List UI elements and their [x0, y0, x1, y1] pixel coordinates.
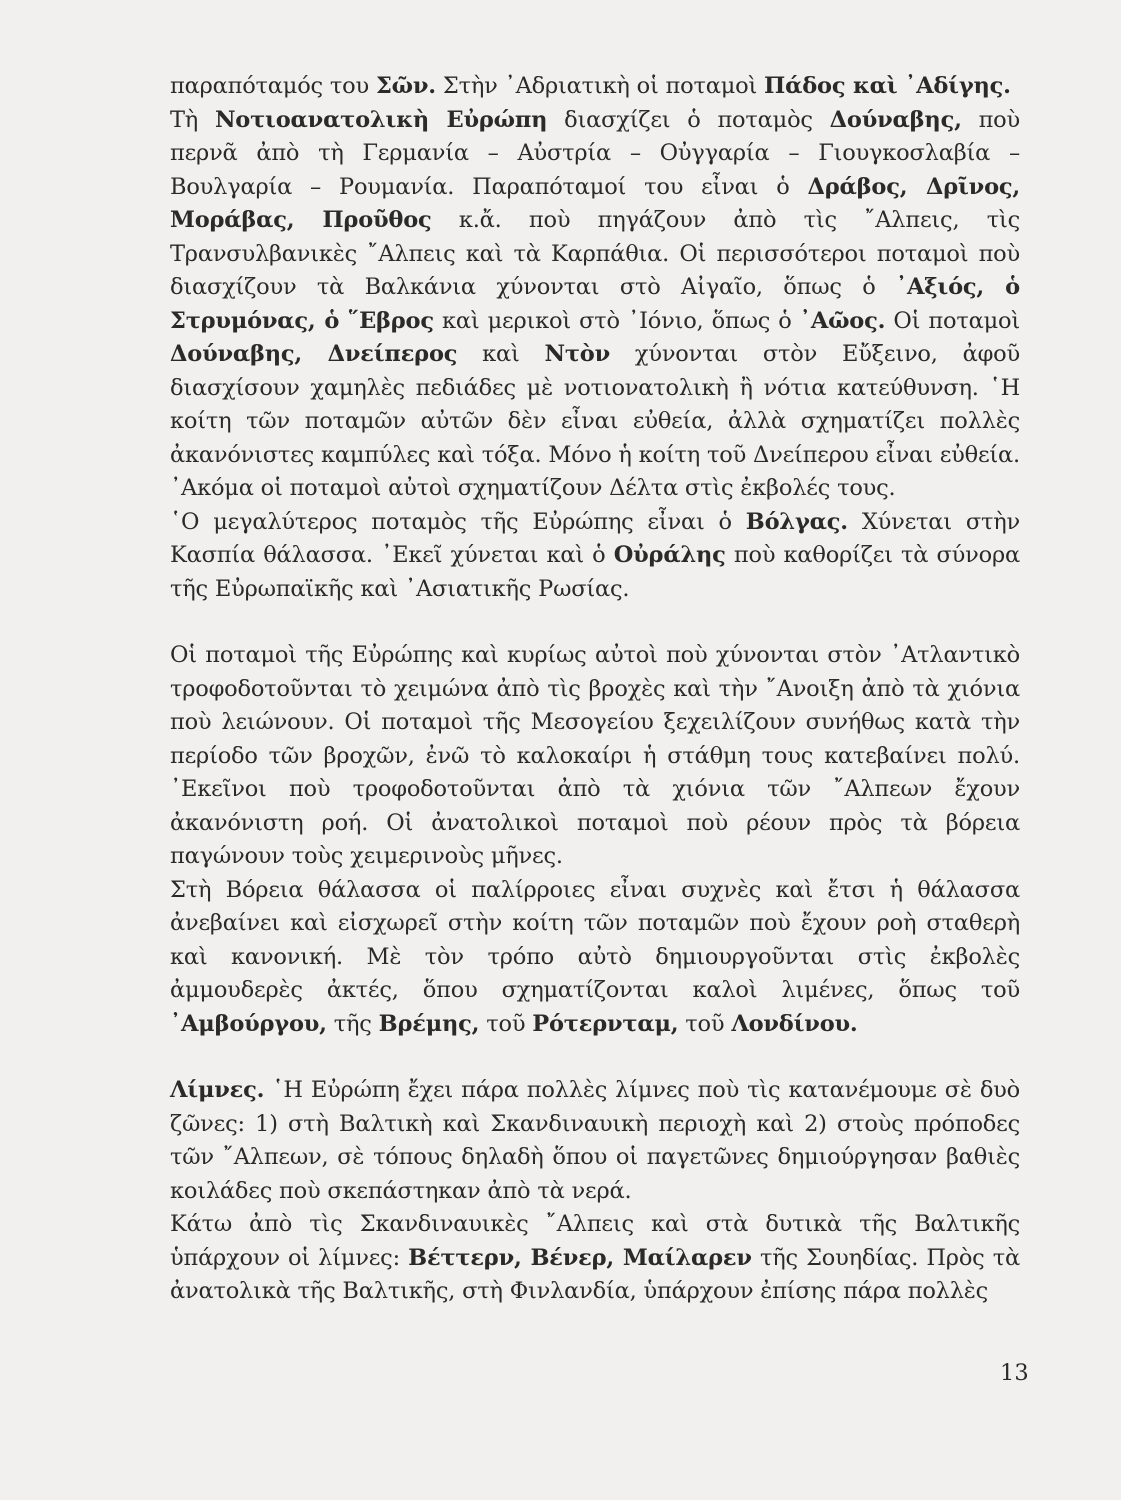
paragraph-p3: [170, 506, 1020, 607]
text-run: κ.ἄ. ποὺ πηγάζουν ἀπὸ τὶς ῎Αλπεις, τὶς Τρανσυλβανικὲς ῎Αλπεις καὶ τὰ Καρπάθια. Οἱ περισσότεροι ποταμοὶ ποὺ διασχίζουν τὰ Βαλκάνια χύνονται στὸ Αἰγαῖο, ὅπως ὁ: [170, 207, 1020, 300]
text-run: ῾Ο μεγαλύτερος ποταμὸς τῆς Εὐρώπης εἶναι ὁ: [170, 508, 746, 535]
paragraph-p5: [170, 874, 1020, 1042]
bold-term: Νοτιοανατολικὴ Εὐρώπη: [214, 106, 548, 133]
bold-term: Δούναβης, Δνείπερος: [170, 341, 458, 367]
bold-term: ᾿Αῶος.: [799, 307, 886, 334]
text-run: χύνονται στὸν Εὔξεινο, ἀφοῦ διασχίσουν χαμηλὲς πεδιάδες μὲ νοτιονατολικὴ ἢ νότια κατεύθυνση. ῾Η κοίτη τῶν ποταμῶν αὐτῶν δὲν εἶναι εὐθεία, ἀλλὰ σχηματίζει πολλὲς ἀκανόνιστες καμπύλες καὶ τόξα. Μόνο ἡ κοίτη τοῦ Δνείπερου εἶναι εὐθεία. ᾿Ακόμα οἱ ποταμοὶ αὐτοὶ σχηματίζουν Δέλτα στὶς ἐκβολές τους.: [170, 341, 1020, 501]
bold-term: ᾿Αξιός, ὁ Στρυμόνας, ὁ ῞Εβρος: [170, 274, 1020, 334]
text-run: Κάτω ἀπὸ τὶς Σκανδιναυικὲς ῎Αλπεις καὶ στὰ δυτικὰ τῆς Βαλτικῆς ὑπάρχουν οἱ λίμνες:: [170, 1211, 1020, 1271]
bold-term: Οὐράλης: [613, 542, 726, 568]
text-run: διασχίζει ὁ ποταμὸς: [547, 106, 830, 133]
text-run: καὶ μερικοὶ στὸ ᾿Ιόνιο, ὅπως ὁ: [433, 307, 800, 334]
body-text: [170, 70, 1020, 1309]
text-run: ῾Η Εὐρώπη ἔχει πάρα πολλὲς λίμνες ποὺ τὶς κατανέμουμε σὲ δυὸ ζῶνες: 1) στὴ Βαλτικὴ καὶ Σκανδιναυικὴ περιοχὴ καὶ 2) στοὺς πρόποδες τῶν ῎Αλπεων, σὲ τόπους δηλαδὴ ὅπου οἱ παγετῶνες δημιούργησαν βαθιὲς κοιλάδες ποὺ σκεπάστηκαν ἀπὸ τὰ νερά.: [170, 1077, 1020, 1204]
paragraph-gap: [170, 1041, 1020, 1074]
text-run: ποὺ καθορίζει τὰ σύνορα τῆς Εὐρωπαϊκῆς καὶ ᾿Ασιατικῆς Ρωσίας.: [170, 542, 1021, 602]
text-run: Χύνεται στὴν Κασπία θάλασσα. ᾿Εκεῖ χύνεται καὶ ὁ: [170, 508, 1020, 568]
paragraph-gap: [170, 606, 1020, 639]
text-run: Στὴ Βόρεια θάλασσα οἱ παλίρροιες εἶναι συχνὲς καὶ ἔτσι ἡ θάλασσα ἀνεβαίνει καὶ εἰσχωρεῖ στὴν κοίτη τῶν ποταμῶν ποὺ ἔχουν ροὴ σταθερὴ καὶ κανονική. Μὲ τὸν τρόπο αὐτὸ δημιουργοῦνται στὶς ἐκβολὲς ἀμμουδερὲς ἀκτές, ὅπου σχηματίζονται καλοὶ λιμένες, ὅπως τοῦ: [170, 876, 1020, 1003]
text-run: παραπόταμός του: [170, 73, 376, 99]
text-run: τοῦ: [479, 1010, 533, 1037]
page-number: 13: [1000, 1360, 1029, 1386]
paragraph-p6: [170, 1074, 1020, 1208]
bold-term: Λίμνες.: [170, 1077, 265, 1103]
bold-term: Ρότερνταμ,: [532, 1010, 679, 1037]
bold-term: Σῶν.: [375, 73, 436, 99]
bold-term: Βόλγας.: [745, 508, 848, 535]
text-run: καὶ: [457, 341, 545, 367]
bold-term: ᾿Αμβούργου,: [170, 1010, 327, 1037]
paragraph-p7: [170, 1208, 1020, 1309]
bold-term: Δράβος, Δρῖνος, Μοράβας, Προῦθος: [170, 173, 1021, 233]
bold-term: Λονδίνου.: [731, 1010, 858, 1037]
text-run: τοῦ: [678, 1010, 732, 1037]
text-run: Οἱ ποταμοὶ τῆς Εὐρώπης καὶ κυρίως αὐτοὶ ποὺ χύνονται στὸν ᾿Ατλαντικὸ τροφοδοτοῦνται τὸ χειμώνα ἀπὸ τὶς βροχὲς καὶ τὴν ῎Ανοιξη ἀπὸ τὰ χιόνια ποὺ λειώνουν. Οἱ ποταμοὶ τῆς Μεσογείου ξεχειλίζουν συνήθως κατὰ τὴν περίοδο τῶν βροχῶν, ἐνῶ τὸ καλοκαίρι ἡ στάθμη τους κατεβαίνει πολύ. ᾿Εκεῖνοι ποὺ τροφοδοτοῦνται ἀπὸ τὰ χιόνια τῶν ῎Αλπεων ἔχουν ἀκανόνιστη ροή. Οἱ ἀνατολικοὶ ποταμοὶ ποὺ ρέουν πρὸς τὰ βόρεια παγώνουν τοὺς χειμερινοὺς μῆνες.: [170, 642, 1020, 869]
bold-term: Βέττερν, Βένερ, Μαίλαρεν: [408, 1244, 752, 1271]
text-run: ποὺ περνᾶ ἀπὸ τὴ Γερμανία – Αὐστρία – Οὐγγαρία – Γιουγκοσλαβία – Βουλγαρία – Ρουμανία. Παραπόταμοί του εἶναι ὁ: [170, 106, 1020, 200]
text-run: τῆς: [326, 1010, 379, 1037]
paragraph-p4: [170, 639, 1020, 874]
bold-term: Δούναβης,: [829, 106, 962, 133]
paragraph-p1: [170, 70, 1020, 104]
bold-term: Βρέμης,: [378, 1010, 480, 1037]
text-run: τῆς Σουηδίας. Πρὸς τὰ ἀνατολικὰ τῆς Βαλτικῆς, στὴ Φινλανδία, ὑπάρχουν ἐπίσης πάρα πολλὲς: [170, 1244, 1020, 1304]
text-run: Στὴν ᾿Αδριατικὴ οἱ ποταμοὶ: [435, 73, 765, 99]
text-run: Οἱ ποταμοὶ: [885, 307, 1020, 334]
text-run: Τὴ: [170, 106, 215, 133]
bold-term: Ντὸν: [544, 341, 611, 367]
paragraph-p2: [170, 104, 1020, 506]
bold-term: Πάδος καὶ ᾿Αδίγης.: [764, 73, 1011, 99]
